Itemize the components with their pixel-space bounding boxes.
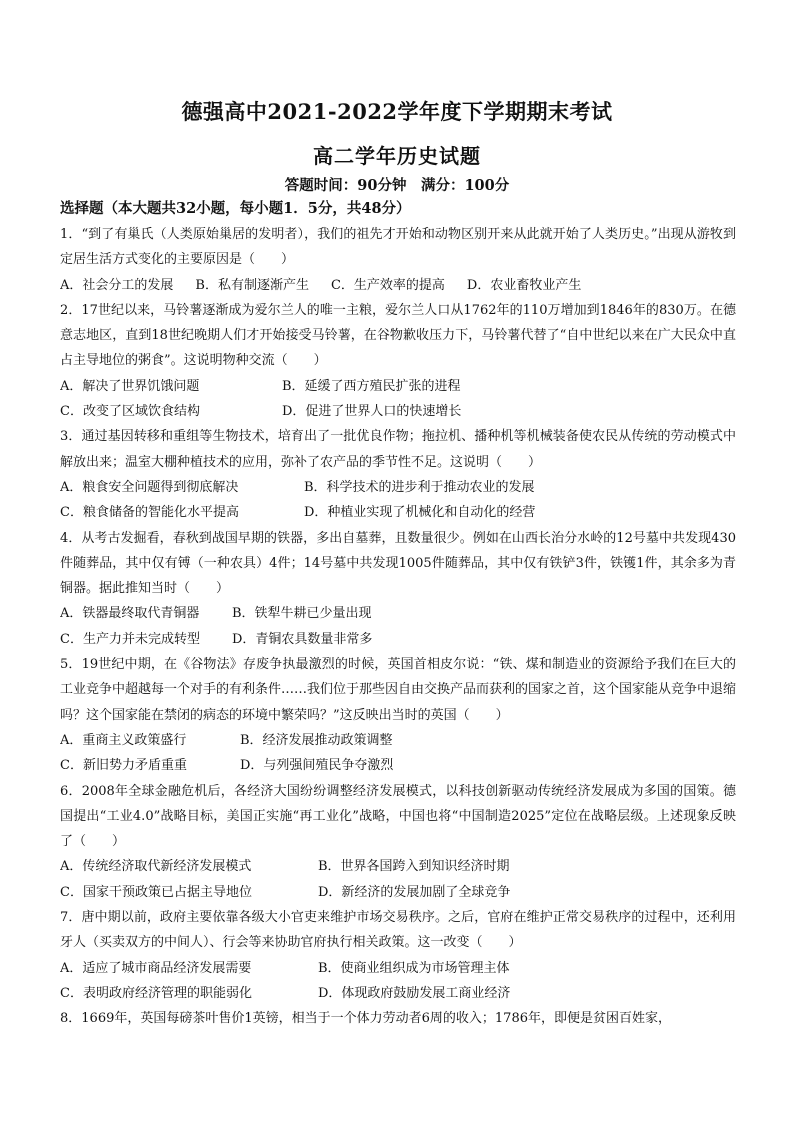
question-stem: 6．2008年全球金融危机后，各经济大国纷纷调整经济发展模式，以科技创新驱动传统经济发展成为多国的国策。德国提出“工业4.0”战略目标，美国正实施“再工业化”战略，中国也将“中国制造2025”定位在战略层级。上述现象反映了（ ） [60,783,736,850]
option-b: B．使商业组织成为市场管理主体 [318,960,510,976]
option-a: A．社会分工的发展 [60,277,174,293]
option-a: A．解决了世界饥饿问题 [60,378,200,394]
question-stem: 1．“到了有巢氏（人类原始巢居的发明者），我们的祖先才开始和动物区别开来从此就开始了人类历史。”出现从游牧到定居生活方式变化的主要原因是（ ） [60,227,736,268]
option-row [60,273,736,298]
option-d: D．青铜农具数量非常多 [232,631,373,647]
option-a: A．传统经济取代新经济发展模式 [60,859,252,875]
option-row [60,601,736,626]
option-d: D．与列强间殖民争夺激烈 [240,758,394,774]
option-row [60,374,736,399]
option-row [60,854,736,879]
exam-info: 答题时间：90分钟 满分：100分 [284,177,510,194]
section-heading: 选择题（本大题共32小题，每小题1．5分，共48分） [60,200,411,217]
option-row [60,753,736,778]
option-b: B．私有制逐渐产生 [195,277,309,293]
option-row [60,956,736,981]
option-c: C．表明政府经济管理的职能弱化 [60,985,252,1001]
option-row [60,880,736,905]
option-b: B．经济发展推动政策调整 [240,732,393,748]
option-row [60,475,736,500]
option-a: A．粮食安全问题得到彻底解决 [60,479,239,495]
exam-subtitle: 高二学年历史试题 [313,144,481,168]
question-stem: 7．唐中期以前，政府主要依靠各级大小官吏来维护市场交易秩序。之后，官府在维护正常交易秩序的过程中，还利用牙人（买卖双方的中间人）、行会等来协助官府执行相关政策。这一改变（ ） [60,910,736,951]
option-row [60,981,736,1006]
option-b: B．延缓了西方殖民扩张的进程 [282,378,461,394]
option-b: B．世界各国跨入到知识经济时期 [318,859,510,875]
option-row [60,500,736,525]
option-a: A．重商主义政策盛行 [60,732,187,748]
option-b: B．铁犁牛耕已少量出现 [232,606,372,622]
option-row [60,399,736,424]
option-row [60,627,736,652]
option-c: C．生产力并未完成转型 [60,631,200,647]
option-c: C．新旧势力矛盾重重 [60,758,187,774]
option-c: C．生产效率的提高 [330,277,445,293]
option-c: C．粮食储备的智能化水平提高 [60,505,239,521]
question-stem: 8．1669年，英国每磅茶叶售价1英镑，相当于一个体力劳动者6周的收入；1786年，即便是贫困百姓家， [60,1011,671,1027]
question-stem: 2．17世纪以来，马铃薯逐渐成为爱尔兰人的唯一主粮，爱尔兰人口从1762年的110万增加到1846年的830万。在德意志地区，直到18世纪晚期人们才开始接受马铃薯，在谷物歉收压力下，马铃薯代替了“自中世纪以来在广大民众中直占主导地位的粥食”。这说明物种交流（ ） [60,302,736,369]
option-b: B．科学技术的进步利于推动农业的发展 [304,479,535,495]
option-d: D．促进了世界人口的快速增长 [282,404,462,420]
option-d: D．新经济的发展加剧了全球竞争 [318,884,511,900]
option-row [60,728,736,753]
question-stem: 4．从考古发掘看，春秋到战国早期的铁器，多出自墓葬，且数量很少。例如在山西长治分水岭的12号墓中共发现430件随葬品，其中仅有镈（一种农具）4件；14号墓中共发现1005件随葬品，其中仅有铁铲3件，铁镬1件，其余多为青铜器。据此推知当时（ ） [60,530,736,597]
option-c: C．改变了区域饮食结构 [60,404,200,420]
option-d: D．种植业实现了机械化和自动化的经营 [304,505,536,521]
option-c: C．国家干预政策已占据主导地位 [60,884,252,900]
questions-body [60,222,736,1032]
question-stem: 5．19世纪中期，在《谷物法》存废争执最激烈的时候，英国首相皮尔说：“铁、煤和制造业的资源给予我们在巨大的工业竞争中超越每一个对手的有利条件……我们位于那些因自由交换产品而获利的国家之首，这个国家能从竞争中退缩吗？这个国家能在禁闭的病态的环境中繁荣吗？”这反映出当时的英国（ ） [60,657,737,723]
option-a: A．铁器最终取代青铜器 [60,606,200,622]
exam-title: 德强高中2021-2022学年度下学期期末考试 [181,99,613,124]
question-stem: 3．通过基因转移和重组等生物技术，培育出了一批优良作物；拖拉机、播种机等机械装备使农民从传统的劳动模式中解放出来；温室大棚种植技术的应用，弥补了农产品的季节性不足。这说明（ ） [60,429,736,470]
option-a: A．适应了城市商品经济发展需要 [60,960,252,976]
option-d: D．农业畜牧业产生 [466,277,582,293]
option-d: D．体现政府鼓励发展工商业经济 [318,985,511,1001]
